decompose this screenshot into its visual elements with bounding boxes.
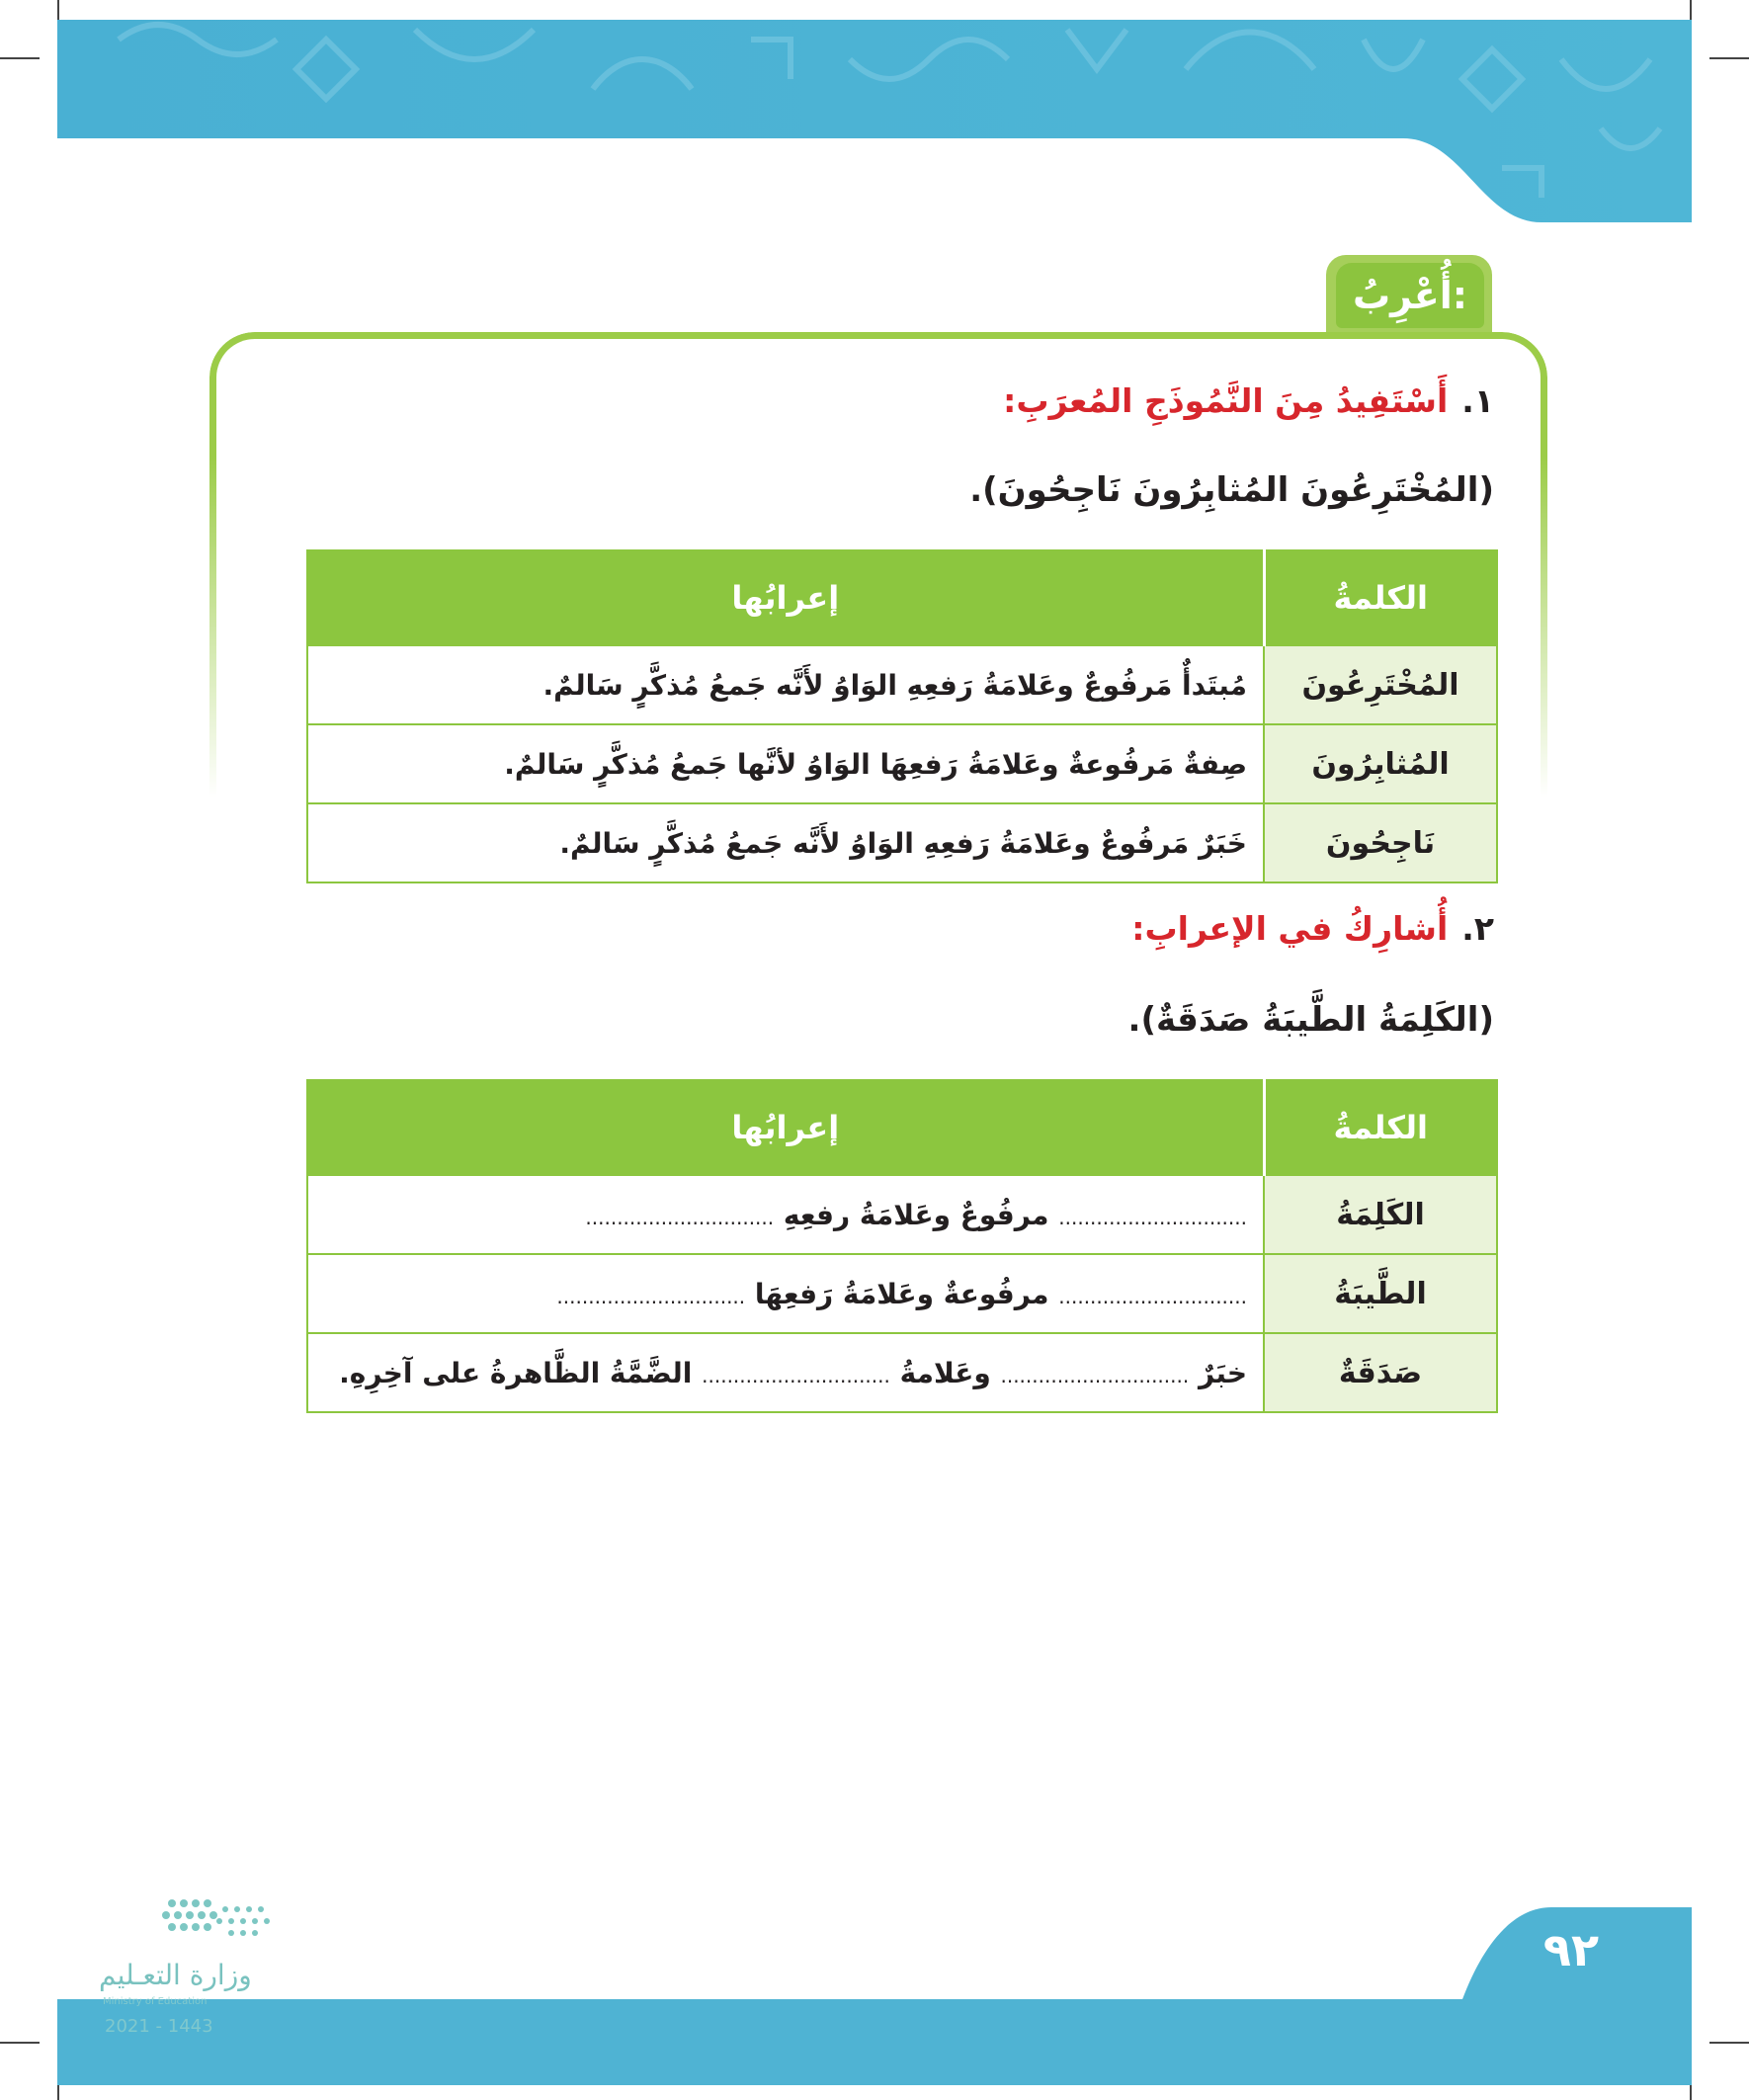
exercise-2-table <box>306 1079 1498 1413</box>
column-header-irab: إعرابُها <box>307 1080 1264 1175</box>
table-header-row <box>307 550 1497 645</box>
word-cell: الطَّيبَةُ <box>1264 1254 1497 1333</box>
exercise-1-heading <box>1003 381 1494 420</box>
column-header-word: الكلمةُ <box>1264 1080 1497 1175</box>
word-cell: المُثابِرُونَ <box>1264 724 1497 803</box>
exercise-1-title: أَسْتَفِيدُ مِنَ النَّمُوذَجِ المُعرَبِ: <box>1003 381 1449 420</box>
irab-cell: مُبتَدأٌ مَرفُوعٌ وعَلامَةُ رَفعِهِ الوَاوُ لأَنَّه جَمعُ مُذكَّرٍ سَالمٌ. <box>307 645 1264 724</box>
column-header-irab: إعرابُها <box>307 550 1264 645</box>
exercise-1-number: ١. <box>1461 381 1494 420</box>
irab-cell: خَبَرٌ مَرفُوعٌ وعَلامَةُ رَفعِهِ الوَاوُ لأَنَّه جَمعُ مُذكَّرٍ سَالمٌ. <box>307 803 1264 882</box>
word-cell: المُخْتَرِعُونَ <box>1264 645 1497 724</box>
table-row <box>307 724 1497 803</box>
irab-cell: صِفةٌ مَرفُوعةٌ وعَلامَةُ رَفعِهَا الوَاوُ لأنَّها جَمعُ مُذكَّرٍ سَالمٌ. <box>307 724 1264 803</box>
answer-blank[interactable]: .............................. <box>556 1284 746 1308</box>
column-header-word: الكلمةُ <box>1264 550 1497 645</box>
section-tab-label: أُعْرِبُ: <box>1336 263 1484 328</box>
answer-blank[interactable]: .............................. <box>702 1363 890 1387</box>
irab-text: وعَلامةُ <box>899 1356 991 1389</box>
exercise-2-title: أُشارِكُ في الإعرابِ: <box>1131 909 1449 948</box>
table-row <box>307 1254 1497 1333</box>
irab-text: مرفُوعةٌ وعَلامَةُ رَفعِهَا <box>754 1277 1049 1310</box>
irab-text: مرفُوعٌ وعَلامَةُ رفعِهِ <box>783 1198 1049 1231</box>
ministry-subtitle: Ministry of Education <box>103 1996 208 2007</box>
answer-blank[interactable]: .............................. <box>585 1205 775 1229</box>
irab-cell <box>307 1175 1264 1254</box>
irab-cell <box>307 1333 1264 1412</box>
answer-blank[interactable]: .............................. <box>1000 1363 1190 1387</box>
table-row <box>307 803 1497 882</box>
page-number: ٩٢ <box>1542 1923 1600 1976</box>
table-row <box>307 645 1497 724</box>
exercise-2-number: ٢. <box>1461 909 1494 948</box>
word-cell: الكَلِمَةُ <box>1264 1175 1497 1254</box>
answer-blank[interactable]: .............................. <box>1058 1284 1247 1308</box>
edition-label: 2021 - 1443 <box>105 2016 213 2037</box>
irab-cell <box>307 1254 1264 1333</box>
irab-text: الضَّمَّةُ الظَّاهرةُ على آخِرِهِ. <box>339 1356 693 1389</box>
ministry-name: وزارة التعـليم <box>99 1959 252 1991</box>
exercise-2-sentence: (الكَلِمَةُ الطَّيبَةُ صَدَقَةٌ). <box>1127 1000 1494 1040</box>
section-tab <box>1326 255 1492 334</box>
table-row <box>307 1175 1497 1254</box>
exercise-2-heading <box>1131 909 1494 948</box>
table-row <box>307 1333 1497 1412</box>
exercise-1-table <box>306 549 1498 883</box>
word-cell: نَاجِحُونَ <box>1264 803 1497 882</box>
irab-text: خبَرٌ <box>1198 1356 1247 1389</box>
answer-blank[interactable]: .............................. <box>1058 1205 1247 1229</box>
exercise-1-sentence: (المُخْتَرِعُونَ المُثابِرُونَ نَاجِحُونَ). <box>969 470 1494 510</box>
top-banner <box>0 0 1749 237</box>
word-cell: صَدَقَةٌ <box>1264 1333 1497 1412</box>
table-header-row <box>307 1080 1497 1175</box>
